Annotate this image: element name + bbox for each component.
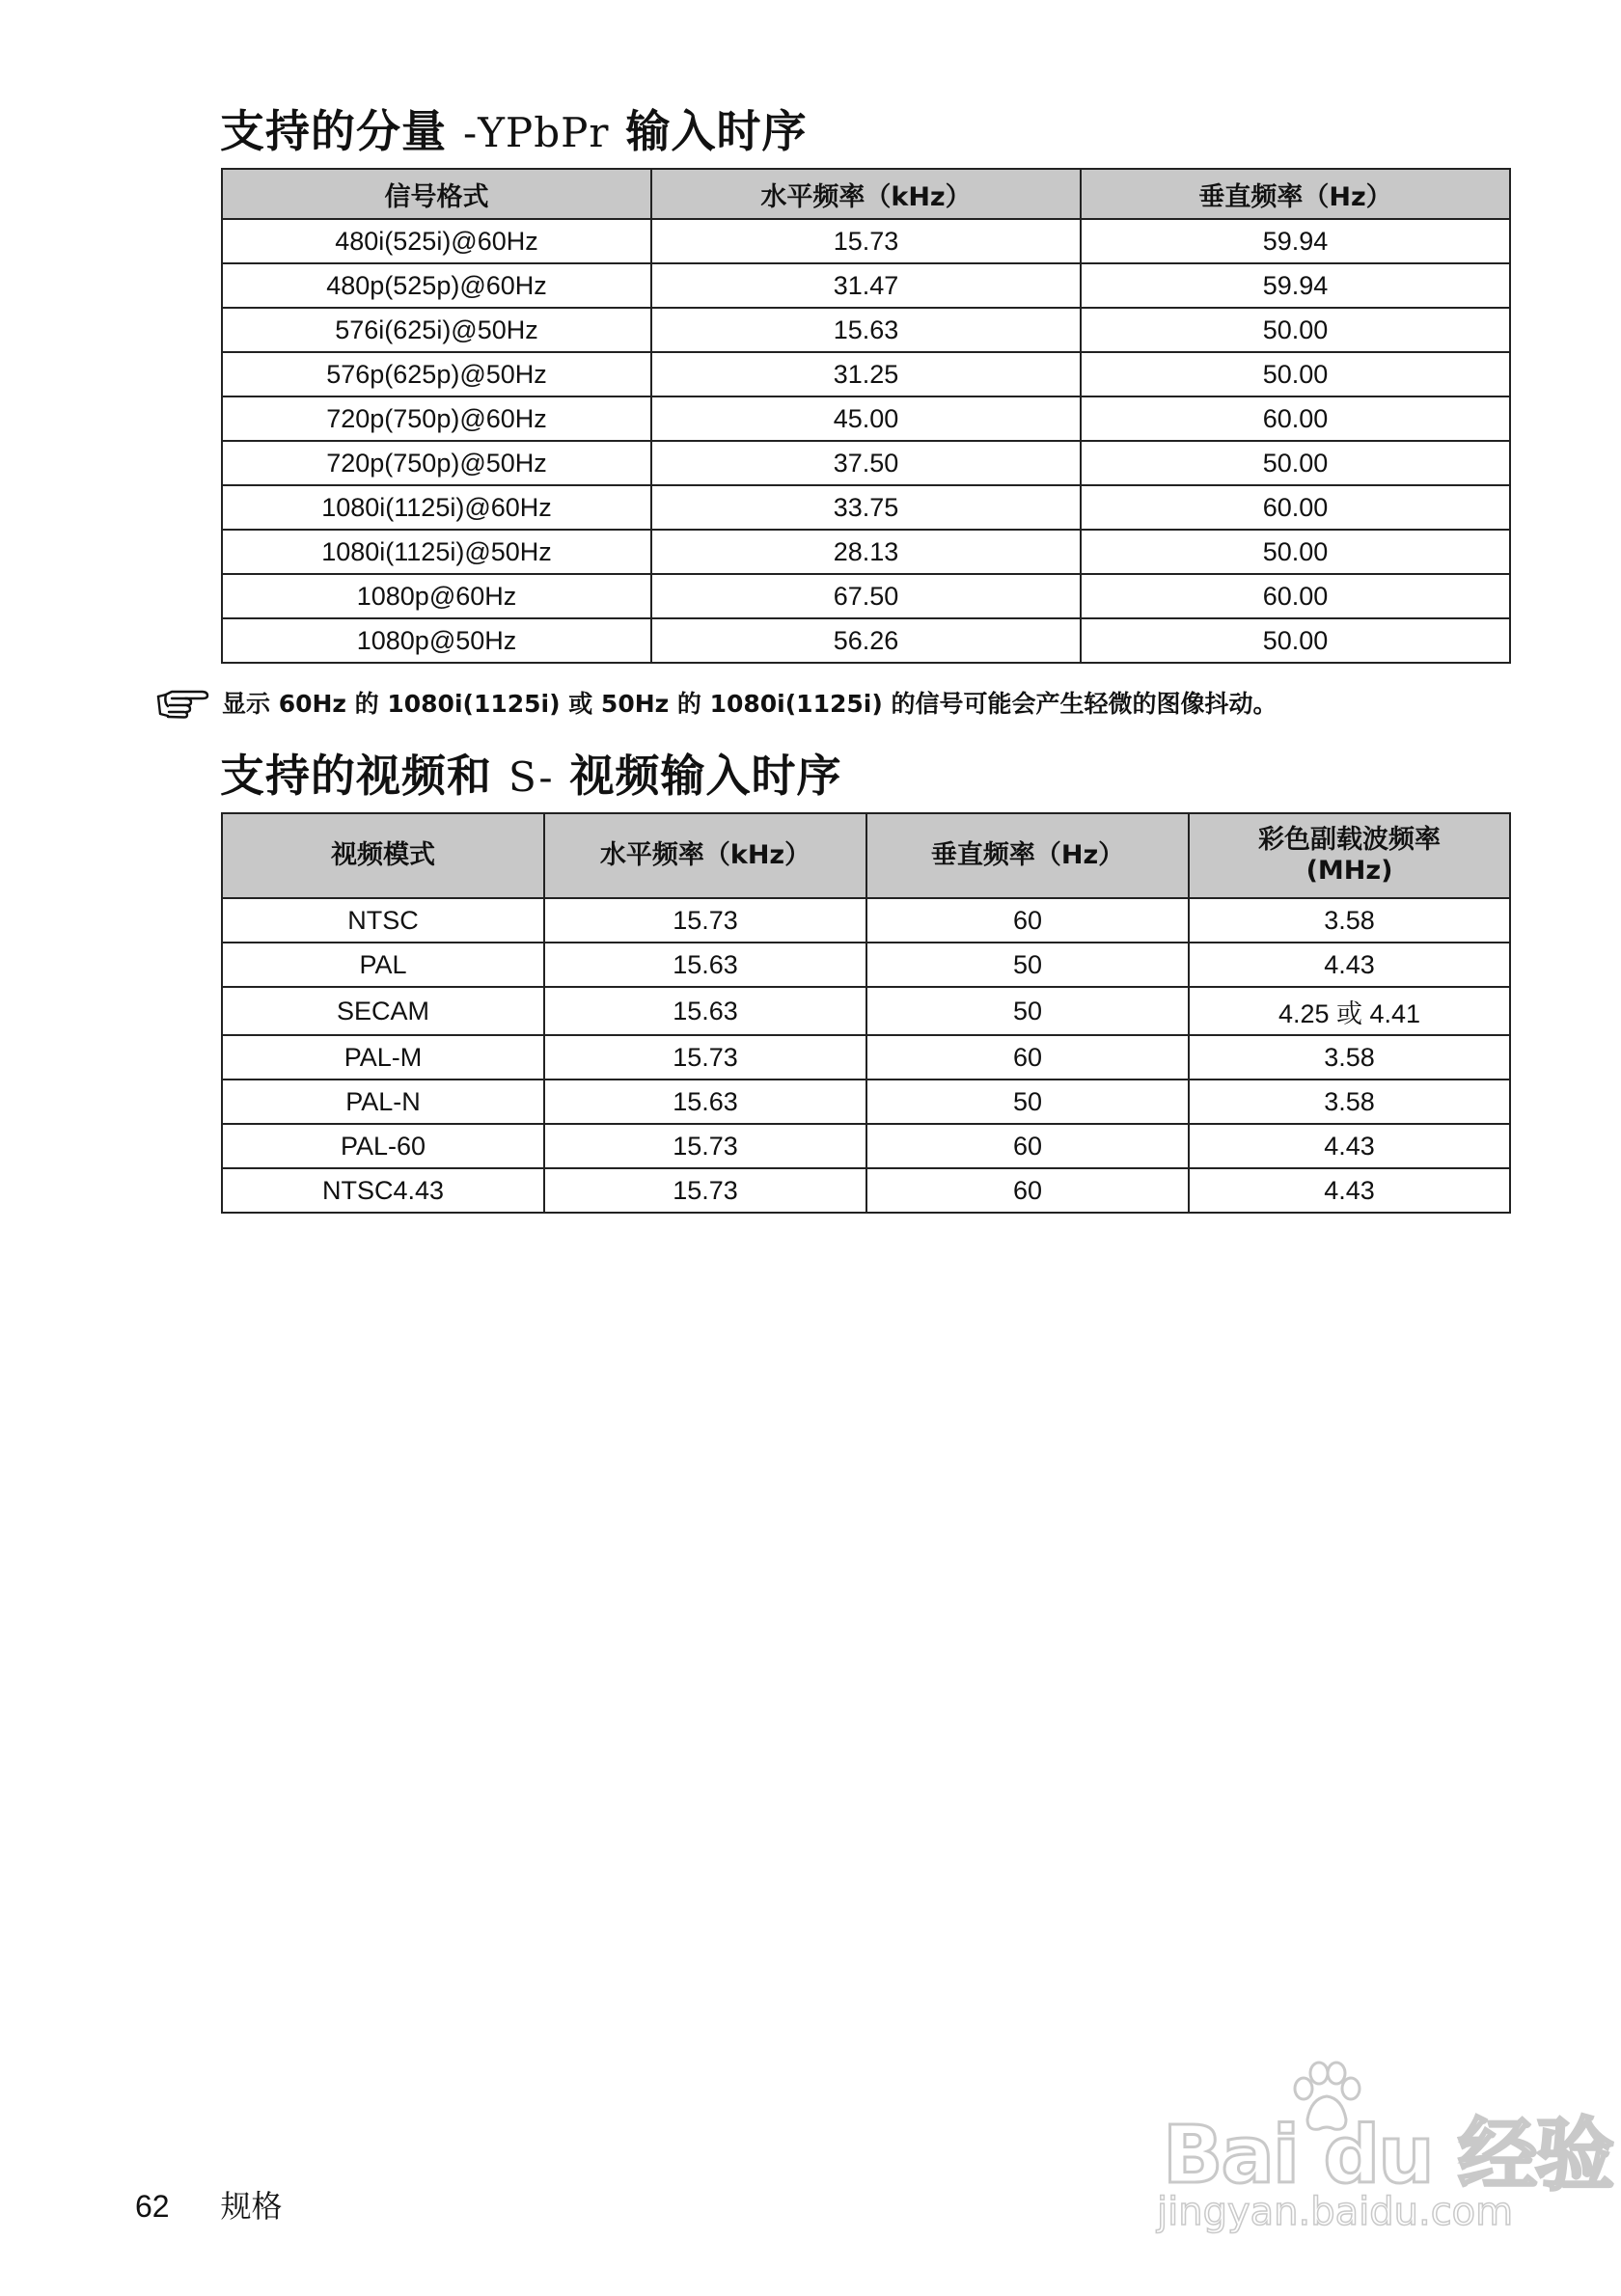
table-cell: PAL-M: [222, 1035, 544, 1080]
table-cell: NTSC: [222, 898, 544, 943]
column-header: [1189, 813, 1510, 898]
table-cell: 50.00: [1081, 530, 1510, 574]
table-cell: PAL: [222, 943, 544, 987]
column-header-line: (MHz): [1305, 856, 1393, 886]
section-title-component-timing: [220, 96, 807, 160]
table-cell: 1080i(1125i)@60Hz: [222, 485, 651, 530]
table-cell: SECAM: [222, 987, 544, 1035]
table-cell: 15.63: [651, 308, 1081, 352]
table-cell: 576p(625p)@50Hz: [222, 352, 651, 396]
table-row: [222, 396, 1510, 441]
table-cell: 37.50: [651, 441, 1081, 485]
component-timing-table: [221, 168, 1511, 664]
baidu-jingyan-watermark: [1143, 2060, 1613, 2253]
note-text: 显示 60Hz 的 1080i(1125i) 或 50Hz 的 1080i(1125i) 的信号可能会产生轻微的图像抖动。: [222, 690, 1278, 718]
table-row: [222, 1035, 1510, 1080]
page-number: 62: [135, 2189, 170, 2224]
table-row: [222, 352, 1510, 396]
column-header: 水平频率（kHz）: [544, 813, 866, 898]
table-cell: 15.73: [544, 1035, 866, 1080]
table-row: [222, 1168, 1510, 1213]
table-cell: 15.63: [544, 987, 866, 1035]
section-title-video-timing: [220, 741, 842, 805]
table-cell: 60: [866, 1124, 1189, 1168]
table-row: [222, 530, 1510, 574]
table-cell: 576i(625i)@50Hz: [222, 308, 651, 352]
column-header: 垂直频率（Hz）: [1081, 169, 1510, 219]
table-row: [222, 618, 1510, 663]
table-cell: 50: [866, 943, 1189, 987]
table-cell: 4.43: [1189, 1124, 1510, 1168]
table-cell: NTSC4.43: [222, 1168, 544, 1213]
chapter-name: 规格: [220, 2188, 283, 2225]
table-cell: 50: [866, 1080, 1189, 1124]
table-cell: 60.00: [1081, 396, 1510, 441]
table-cell: 4.25 或 4.41: [1189, 987, 1510, 1035]
table-row: [222, 308, 1510, 352]
table-cell: 1080p@60Hz: [222, 574, 651, 618]
table-cell: 4.43: [1189, 1168, 1510, 1213]
section-title-part: 输入时序: [625, 105, 808, 157]
table-cell: 3.58: [1189, 1035, 1510, 1080]
table-header-row: [222, 813, 1510, 898]
column-header: 信号格式: [222, 169, 651, 219]
pointing-hand-icon: [154, 683, 214, 722]
video-timing-table: [221, 812, 1511, 1214]
table-header-row: [222, 169, 1510, 219]
table-cell: 60: [866, 1035, 1189, 1080]
table-cell: 67.50: [651, 574, 1081, 618]
table-cell: 720p(750p)@60Hz: [222, 396, 651, 441]
table-cell: 56.26: [651, 618, 1081, 663]
table-cell: 50.00: [1081, 352, 1510, 396]
table-cell: 15.63: [544, 1080, 866, 1124]
table-cell: 50.00: [1081, 441, 1510, 485]
section-title-part: S-: [508, 753, 554, 801]
table-cell: 33.75: [651, 485, 1081, 530]
table-cell: 480i(525i)@60Hz: [222, 219, 651, 263]
section-title-part: 支持的分量: [220, 105, 447, 157]
table-cell: 60.00: [1081, 485, 1510, 530]
table-cell: 50: [866, 987, 1189, 1035]
table-row: [222, 441, 1510, 485]
table-row: [222, 574, 1510, 618]
watermark-brand: Bai du 经验: [1163, 2110, 1613, 2201]
table-cell: 59.94: [1081, 263, 1510, 308]
table-cell: 480p(525p)@60Hz: [222, 263, 651, 308]
page-footer: [135, 2182, 283, 2227]
table-cell: 60: [866, 1168, 1189, 1213]
column-header: 视频模式: [222, 813, 544, 898]
table-cell: 15.73: [544, 1168, 866, 1213]
table-row: [222, 898, 1510, 943]
table-cell: 720p(750p)@50Hz: [222, 441, 651, 485]
table-cell: 4.43: [1189, 943, 1510, 987]
table-cell: 3.58: [1189, 1080, 1510, 1124]
table-cell: PAL-60: [222, 1124, 544, 1168]
column-header-line: 彩色副载波频率: [1258, 825, 1441, 855]
table-cell: 60.00: [1081, 574, 1510, 618]
table-cell: 60: [866, 898, 1189, 943]
table-row: [222, 1124, 1510, 1168]
section-title-part: 视频输入时序: [569, 750, 842, 802]
table-cell: 15.73: [651, 219, 1081, 263]
table-cell: 59.94: [1081, 219, 1510, 263]
note: [154, 683, 1277, 722]
table-row: [222, 987, 1510, 1035]
section-title-part: 支持的视频和: [220, 750, 492, 802]
table-cell: 15.63: [544, 943, 866, 987]
column-header: 垂直频率（Hz）: [866, 813, 1189, 898]
section-title-part: -YPbPr: [463, 109, 610, 156]
table-cell: 50.00: [1081, 618, 1510, 663]
table-cell: PAL-N: [222, 1080, 544, 1124]
column-header: 水平频率（kHz）: [651, 169, 1081, 219]
table-cell: 15.73: [544, 1124, 866, 1168]
table-row: [222, 943, 1510, 987]
table-row: [222, 219, 1510, 263]
table-row: [222, 485, 1510, 530]
table-cell: 28.13: [651, 530, 1081, 574]
table-cell: 50.00: [1081, 308, 1510, 352]
table-cell: 31.47: [651, 263, 1081, 308]
table-cell: 15.73: [544, 898, 866, 943]
table-cell: 1080i(1125i)@50Hz: [222, 530, 651, 574]
table-cell: 45.00: [651, 396, 1081, 441]
table-row: [222, 1080, 1510, 1124]
table-row: [222, 263, 1510, 308]
table-cell: 31.25: [651, 352, 1081, 396]
table-cell: 1080p@50Hz: [222, 618, 651, 663]
table-cell: 3.58: [1189, 898, 1510, 943]
watermark-url: jingyan.baidu.com: [1157, 2190, 1514, 2234]
